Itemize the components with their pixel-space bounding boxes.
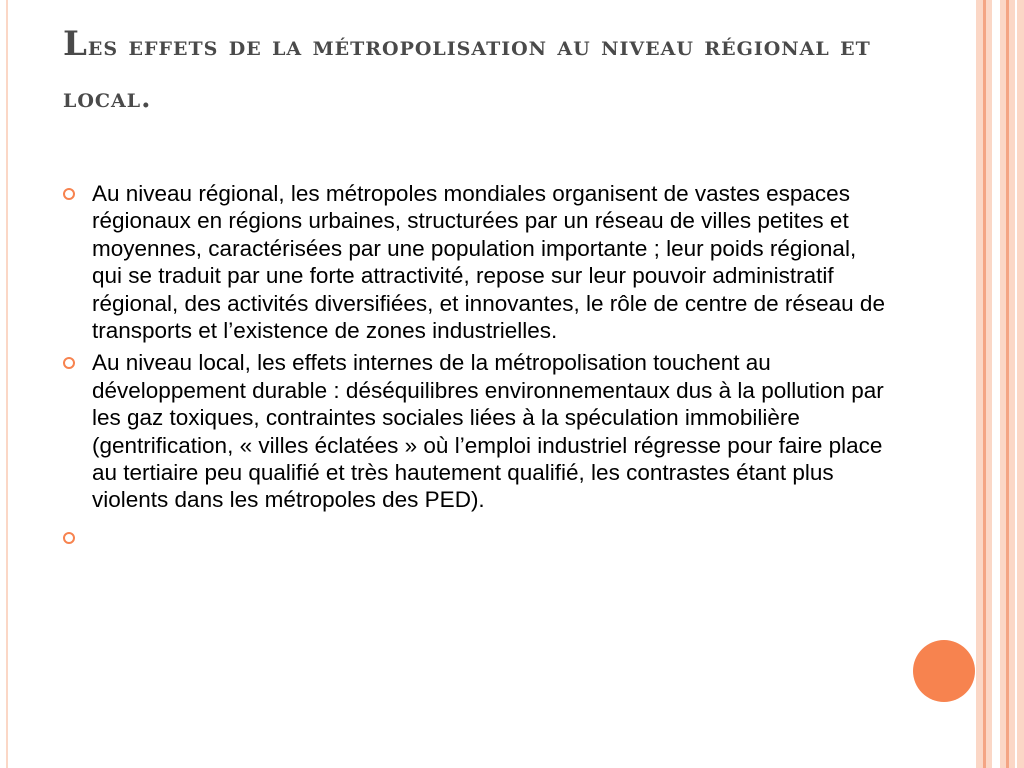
bullet-item-empty — [62, 524, 892, 551]
slide-body — [62, 180, 892, 556]
right-border-stripe — [992, 0, 1000, 768]
bullet-circle-icon — [63, 188, 75, 200]
bullet-circle-icon — [63, 357, 75, 369]
bullet-text: Au niveau régional, les métropoles mondiales organisent de vastes espaces régionaux en régions urbaines, structurées par un réseau de villes petites et moyennes, caractérisées par une population importante ; leur poids régional, qui se traduit par une forte attractivité, repose sur leur pouvoir administratif régional, des activités diversifiées, et innovantes, le rôle de centre de réseau de transports et l’existence de zones industrielles. — [92, 181, 885, 344]
decorative-circle — [913, 640, 975, 702]
bullet-item — [62, 180, 892, 344]
bullet-circle-icon — [63, 532, 75, 544]
right-border-stripe — [1015, 0, 1017, 768]
left-border-line — [6, 0, 8, 768]
bullet-text: Au niveau local, les effets internes de la métropolisation touchent au développement durable : déséquilibres environnementaux dus à la pollution par les gaz toxiques, contraintes sociales liées à la spéculation immobilière (gentrification, « villes éclatées » où l’emploi industriel régresse pour faire place au tertiaire peu qualifié et très hautement qualifié, les contrastes étant plus violents dans les métropoles des PED). — [92, 350, 884, 513]
right-border-stripe — [1006, 0, 1009, 768]
slide-title: Les effets de la métropolisation au niveau régional et local. — [63, 24, 871, 114]
right-border-stripe — [983, 0, 986, 768]
bullet-item — [62, 349, 892, 513]
